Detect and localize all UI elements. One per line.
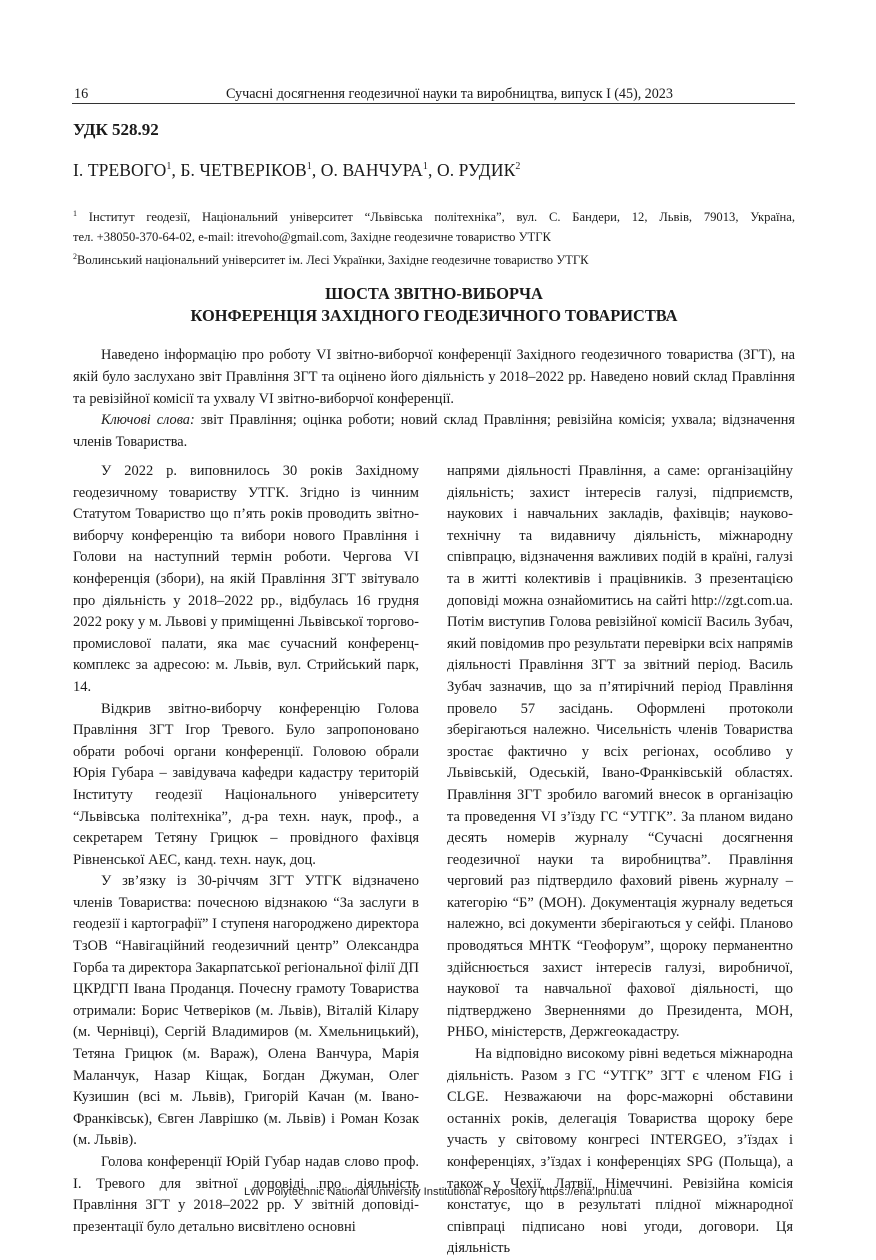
affiliation-text: Волинський національний університет ім. Лесі Українки, Західне геодезичне товариство УТГК xyxy=(77,253,589,267)
udc-code: УДК 528.92 xyxy=(73,120,159,139)
abstract xyxy=(73,345,795,454)
body-column-right xyxy=(447,461,793,1260)
repository-footer: Lviv Polytechnic National University Institutional Repository https://ena.lpnu.ua xyxy=(243,1186,633,1198)
article-title-line: КОНФЕРЕНЦІЯ ЗАХІДНОГО ГЕОДЕЗИЧНОГО ТОВАРИСТВА xyxy=(190,306,678,325)
article-title xyxy=(73,283,795,327)
paragraph: На відповідно високому рівні ведеться міжнародна діяльність. Разом з ГС “УТГК” ЗГТ є членом FIG і CLGE. Незважаючи на форс-мажорні обставини останніх років, делегація Товариства щороку бере участь у світовому конгресі INTERGEO, з’їздах і конференціях, з’їздах і конференціях SPG (Польща), а також у Чехії, Латвії, Німеччині. Ревізійна комісія констатує, що в результаті плідної міжнародної співпраці підписано нові угоди, договори. Ця діяльність xyxy=(447,1046,793,1257)
body-column-left xyxy=(73,461,419,1238)
keywords-text: звіт Правління; оцінка роботи; новий склад Правління; ревізійна комісія; ухвала; відзначення членів Товариства. xyxy=(73,412,795,451)
author-name: І. ТРЕВОГО xyxy=(73,160,167,180)
journal-title: Сучасні досягнення геодезичної науки та виробництва, випуск I (45), 2023 xyxy=(226,86,673,102)
affiliation-number: 2 xyxy=(73,252,77,261)
abstract-text: Наведено інформацію про роботу VI звітно-виборчої конференції Західного геодезичного товариства (ЗГТ), на якій було заслухано звіт Правління ЗГТ та оцінено його діяльність у 2018–2022 рр. Наведено новий склад Правління та ревізійної комісії та ухвалу VI звітно-виборчої конференції. xyxy=(73,347,795,407)
paragraph: У зв’язку із 30-річчям ЗГТ УТГК відзначено членів Товариства: почесною відзнакою “За заслуги в геодезії і картографії” І ступеня нагороджено директора ТзОВ “Навігаційний геодезичний центр” Олександра Горба та директора Закарпатської регіональної філії ДП ЦКРДГП Івана Проданця. Почесну грамоту Товариства отримали: Борис Четверіков (м. Львів), Віталій Кілару (м. Чернівці), Сергій Владимиров (м. Хмельницький), Тетяна Грицюк (м. Вараж), Олена Ванчура, Марія Маланчук, Назар Кіщак, Богдан Джуман, Олег Кузишин (всі м. Львів), Григорій Качан (м. Івано-Франківськ), Євген Лаврішко (м. Львів) і Роман Козак (м. Львів). xyxy=(73,873,419,1149)
affiliation-number: 1 xyxy=(73,209,77,218)
page-number: 16 xyxy=(74,86,89,102)
article-title-line: ШОСТА ЗВІТНО-ВИБОРЧА xyxy=(325,284,543,303)
affiliations xyxy=(73,204,795,271)
paragraph: Голова конференції Юрій Губар надав слово проф. І. Тревого для звітної доповіді про діяльність Правління ЗГТ у 2018–2022 рр. У звітній доповіді-презентації було детально висвітлено основні xyxy=(73,1154,419,1235)
author-name: О. ВАНЧУРА xyxy=(320,160,423,180)
running-header xyxy=(72,86,795,104)
author-list: І. ТРЕВОГО$^1$, Б. ЧЕТВЕРІКОВ$^1$, О. ВАНЧУРА$^1$, О. РУДИК$^2$ xyxy=(73,160,521,180)
author-name: О. РУДИК xyxy=(436,160,516,180)
author-affiliation-marker: 1 xyxy=(166,161,172,172)
author-affiliation-marker: 1 xyxy=(306,161,312,172)
affiliation-1-contact: тел. +38050-370-64-02, e-mail: itrevoho@gmail.com, Західне геодезичне товариство УТГК xyxy=(73,229,551,244)
paragraph: напрями діяльності Правління, а саме: організаційну діяльність; захист інтересів галузі, підприємств, наукових і навчальних закладів, фахівців; науково-технічну та видавничу діяльність, міжнародну співпрацю, відзначення важливих подій в країні, галузі та в житті колективів і працівників. З презентацією доповіді можна ознайомитись на сайті http://zgt.com.ua. Потім виступив Голова ревізійної комісії Василь Зубач, який повідомив про результати перевірки всіх напрямів діяльності Правління ЗГТ за звітний період. Василь Зубач зазначив, що за п’ятирічний період Правління провело 57 засідань. Оформлені протоколи зберігаються належно. Чисельність членів Товариства зростає фактично у всіх регіонах, особливо у Львівській, Одеській, Івано-Франківській областях. Правління ЗГТ зробило вагомий внесок в організацію та проведення VI з’їзду ГС “УТГК”. За планом видано десять номерів журналу “Сучасні досягнення геодезичної науки та виробництва”. Правління черговий раз підтвердило фаховий рівень журналу – категорію “Б” (МОН). Документація журналу ведеться належно, всі документи зберігаються у сейфі. Планово проводяться МНТК “Геофорум”, щороку перманентно здійснюється захист інтересів галузі, виробничої, наукової та навчальної фахової діяльності, що підтверджено Зверненнями до Президента, МОН, РНБО, міністерств, Держгеокадастру. xyxy=(447,463,793,1041)
affiliation-1 xyxy=(73,204,795,228)
affiliation-text: Інститут геодезії, Національний університет “Львівська політехніка”, вул. С. Бандери, 12, Львів, 79013, Україна, xyxy=(88,210,796,224)
affiliation-2 xyxy=(73,247,795,271)
keywords xyxy=(73,410,795,454)
paragraph: У 2022 р. виповнилось 30 років Західному геодезичному товариству УТГК. Згідно із чинним Статутом Товариство що п’ять років проводить звітно-виборчу конференцію та вибори нового Правління і Голови на наступний термін роботи. Чергова VI конференція (збори), на якій Правління ЗГТ звітувало про діяльність у 2018–2022 рр., відбулась 16 грудня 2022 року у м. Львові у приміщенні Львівської торгово-промислової палати, яка має сучасний конференц-комплекс за адресою: м. Львів, вул. Стрийський парк, 14. xyxy=(73,463,419,695)
author-affiliation-marker: 1 xyxy=(422,161,429,172)
paragraph: Відкрив звітно-виборчу конференцію Голова Правління ЗГТ Ігор Тревого. Було запропоновано обрати робочі органи конференції. Головою обрали Юрія Губара – завідувача кафедри кадастру територій Інституту геодезії Національного університету “Львівська політехніка”, д-ра техн. наук, проф., а секретарем Тетяну Грицюк – провідного фахівця Рівненської АЕС, канд. техн. наук, доц. xyxy=(73,700,419,868)
keywords-label: Ключові слова: xyxy=(101,412,195,429)
author-affiliation-marker: 2 xyxy=(515,161,521,172)
author-name: Б. ЧЕТВЕРІКОВ xyxy=(180,160,307,180)
